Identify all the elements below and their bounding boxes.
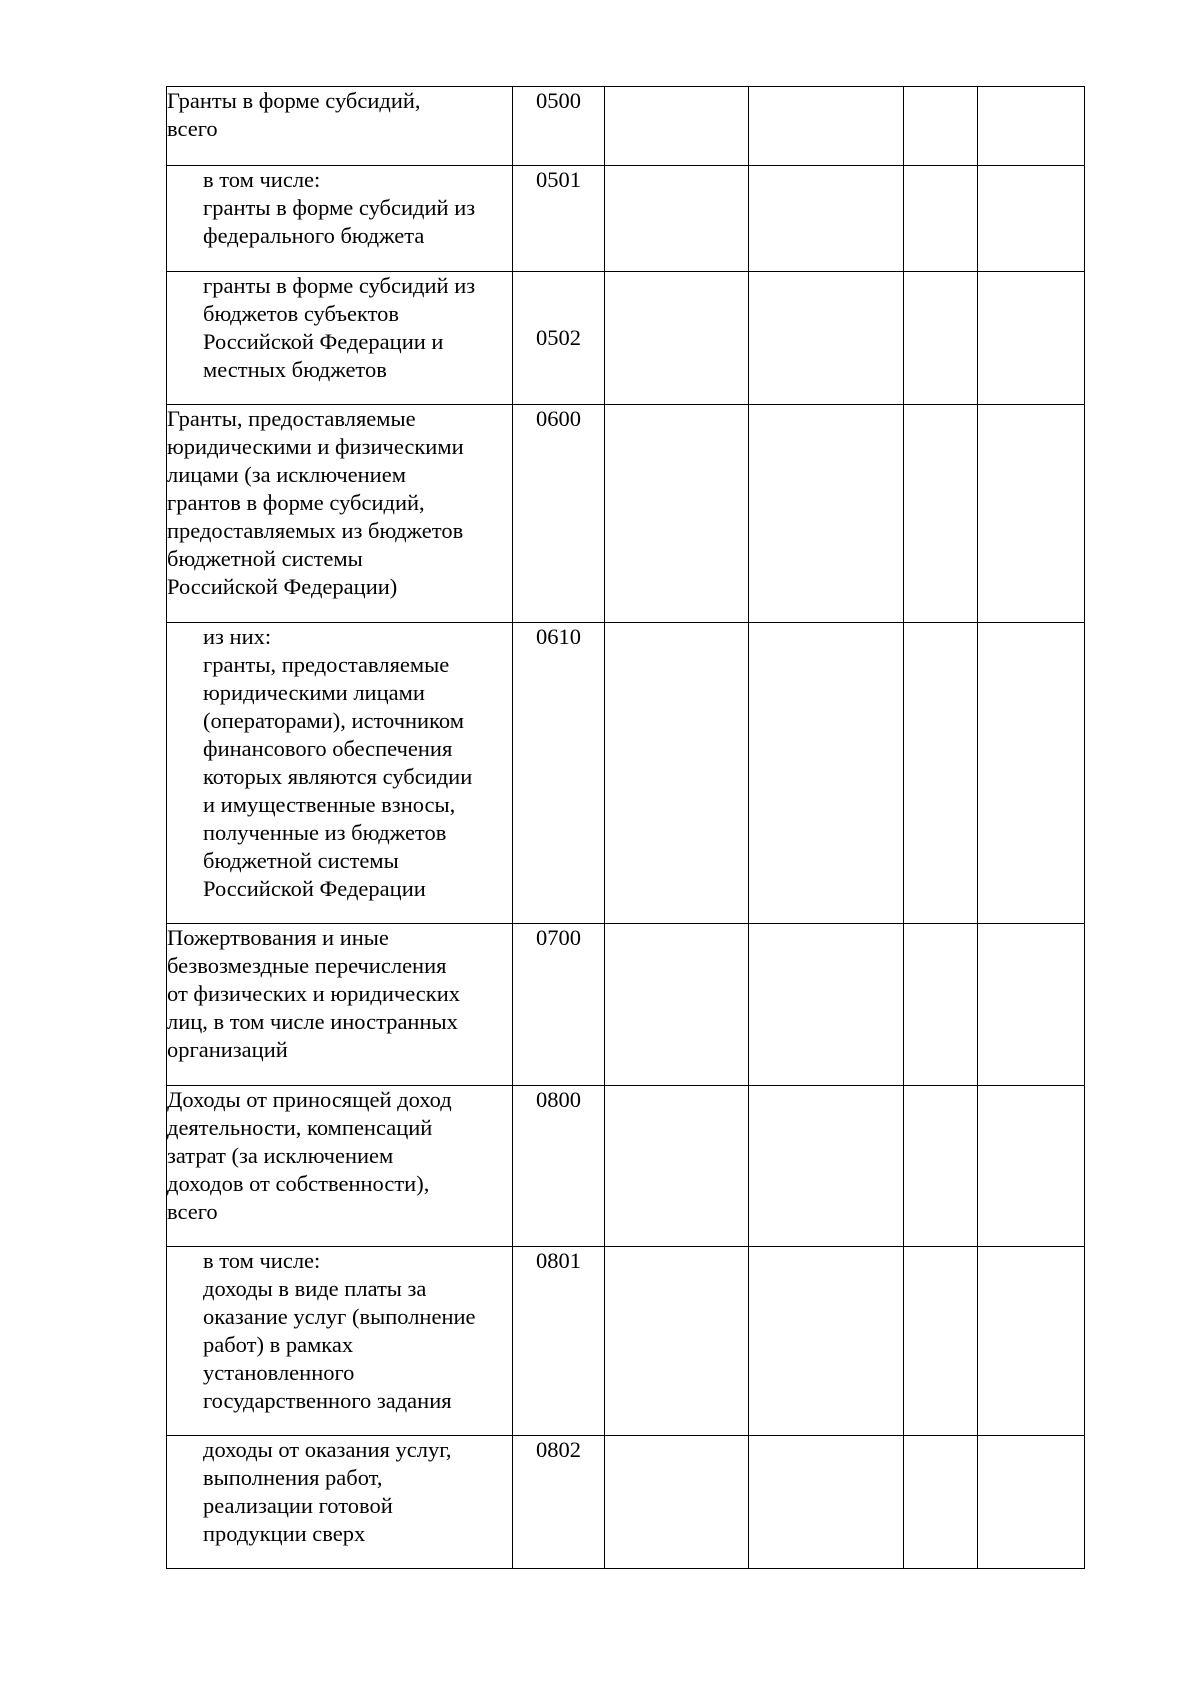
table-row [167,924,1085,1086]
row-code: 0610 [513,623,605,924]
label-line: Российской Федерации и [203,329,444,354]
value-cell [978,405,1085,623]
table-row [167,1436,1085,1569]
label-line: безвозмездные перечисления [167,953,447,978]
table-row [167,1086,1085,1247]
value-cell [749,87,904,166]
value-cell [978,924,1085,1086]
value-cell [978,1247,1085,1436]
value-cell [978,87,1085,166]
row-label [167,87,513,166]
table-row [167,87,1085,166]
value-cell [605,1086,749,1247]
value-cell [749,924,904,1086]
label-line: финансового обеспечения [203,736,453,761]
label-line: (операторами), источником [203,708,464,733]
label-line: Российской Федерации) [167,574,398,599]
value-cell [605,924,749,1086]
value-cell [749,1086,904,1247]
row-label [167,924,513,1086]
table-row [167,405,1085,623]
label-line: оказание услуг (выполнение [203,1304,476,1329]
row-code: 0802 [513,1436,605,1569]
label-line: гранты, предоставляемые [203,652,450,677]
row-label [167,405,513,623]
row-code: 0800 [513,1086,605,1247]
label-line: доходы в виде платы за [203,1276,427,1301]
row-code: 0501 [513,166,605,272]
label-line: Гранты, предоставляемые [167,406,416,431]
label-line: федерального бюджета [203,223,425,248]
table-row [167,1247,1085,1436]
value-cell [904,166,978,272]
label-line: и имущественные взносы, [203,792,456,817]
label-line: Пожертвования и иные [167,925,389,950]
row-code: 0502 [513,272,605,405]
value-cell [605,166,749,272]
value-cell [978,166,1085,272]
value-cell [749,405,904,623]
label-line: в том числе: [203,167,321,192]
row-label [167,1086,513,1247]
label-line: Гранты в форме субсидий, [167,88,421,113]
value-cell [978,1436,1085,1569]
label-line: в том числе: [203,1248,321,1273]
label-line: всего [167,116,218,141]
value-cell [904,924,978,1086]
value-cell [904,1247,978,1436]
row-code: 0500 [513,87,605,166]
value-cell [904,405,978,623]
value-cell [904,87,978,166]
row-label [167,166,513,272]
value-cell [605,623,749,924]
table-row [167,166,1085,272]
value-cell [749,1247,904,1436]
row-code: 0600 [513,405,605,623]
value-cell [605,405,749,623]
value-cell [978,272,1085,405]
label-line: юридическими и физическими [167,434,464,459]
row-code: 0801 [513,1247,605,1436]
value-cell [978,623,1085,924]
label-line: гранты в форме субсидий из [203,273,476,298]
label-line: грантов в форме субсидий, [167,490,425,515]
label-line: реализации готовой [203,1493,393,1518]
label-line: всего [167,1199,218,1224]
label-line: продукции сверх [203,1521,366,1546]
label-line: бюджетной системы [203,848,399,873]
value-cell [749,1436,904,1569]
value-cell [749,166,904,272]
label-line: Доходы от приносящей доход [167,1087,452,1112]
label-line: Российской Федерации [203,876,426,901]
row-label [167,1436,513,1569]
label-line: государственного задания [203,1388,452,1413]
label-line: предоставляемых из бюджетов [167,518,464,543]
label-line: деятельности, компенсаций [167,1115,433,1140]
label-line: организаций [167,1037,288,1062]
label-line: которых являются субсидии [203,764,473,789]
row-label [167,272,513,405]
label-line: доходов от собственности), [167,1171,430,1196]
value-cell [605,1436,749,1569]
value-cell [749,272,904,405]
value-cell [904,1086,978,1247]
row-label [167,1247,513,1436]
label-line: полученные из бюджетов [203,820,447,845]
label-line: бюджетов субъектов [203,301,400,326]
label-line: работ) в рамках [203,1332,354,1357]
value-cell [749,623,904,924]
label-line: выполнения работ, [203,1465,383,1490]
label-line: доходы от оказания услуг, [203,1437,452,1462]
value-cell [605,87,749,166]
table-row [167,272,1085,405]
label-line: лиц, в том числе иностранных [167,1009,458,1034]
value-cell [904,623,978,924]
value-cell [904,272,978,405]
label-line: местных бюджетов [203,357,387,382]
income-table [166,86,1085,1569]
value-cell [605,1247,749,1436]
label-line: бюджетной системы [167,546,363,571]
value-cell [605,272,749,405]
value-cell [904,1436,978,1569]
row-label [167,623,513,924]
label-line: гранты в форме субсидий из [203,195,476,220]
label-line: затрат (за исключением [167,1143,394,1168]
table-row [167,623,1085,924]
label-line: установленного [203,1360,355,1385]
label-line: юридическими лицами [203,680,425,705]
row-code: 0700 [513,924,605,1086]
value-cell [978,1086,1085,1247]
label-line: от физических и юридических [167,981,460,1006]
label-line: лицами (за исключением [167,462,406,487]
label-line: из них: [203,624,272,649]
